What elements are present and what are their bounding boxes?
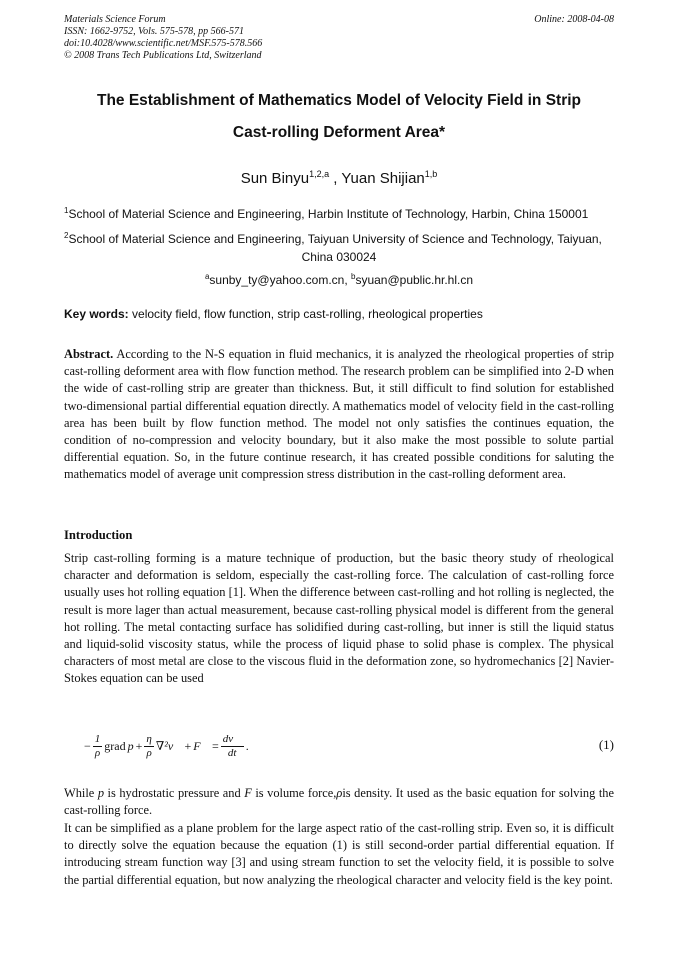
emails bbox=[64, 268, 614, 289]
abstract-text: According to the N-S equation in fluid mechanics, it is analyzed the rheological properties of strip cast-rolling deforment area with flow function method. The research problem can be simplified into 2-D when the wide of cast-rolling strip are greater than thickness. But, it still difficult to find solution for established two-dimensional partial differential equation directly. A mathematics model of velocity field in the cast-rolling area has been built by flow function method. The model not only satisfies the continues equation, the condition of no-compression and velocity boundary, but it also make the most possible to solute partial differential equation. So, in the future continue research, it has created possible conditions for saluting the mathematics model of average unit compression stress distribution in the cast-rolling deforment area. bbox=[64, 347, 614, 482]
intro-paragraph-2: While p is hydrostatic pressure and F is volume force,ρis density. It used as the basic equation for solving the cast-rolling force. bbox=[64, 786, 614, 818]
copyright: © 2008 Trans Tech Publications Ltd, Switzerland bbox=[64, 50, 262, 61]
affiliation-1-text: School of Material Science and Engineering, Harbin Institute of Technology, Harbin, China 150001 bbox=[68, 207, 589, 221]
equation-number: (1) bbox=[598, 737, 614, 752]
journal-header bbox=[64, 14, 262, 62]
affiliation-1-sup: 1 bbox=[64, 206, 69, 215]
eq-plus-1: + bbox=[135, 738, 143, 753]
keywords-label: Key words: bbox=[64, 307, 129, 321]
introduction-heading: Introduction bbox=[64, 528, 133, 542]
intro-paragraph-1: Strip cast-rolling forming is a mature technique of production, but the basic theory study of rheological character and deformation is seldom, especially the cast-rolling force. The calculation of cast-rolling force usually uses hot rolling equation [1]. When the difference between cast-rolling and hot rolling is neglected, the result is more lager than actual measurement, because cast-rolling physical model is different from the general hot rolling. The metal contacting surface has solidified during cast-rolling, but inner is still the liquid status and liquid-solid viscosity status, while the process of liquid phase to solid phase is complex. The physical characters of most metal are close to the viscous fluid in the deformation zone, so hydromechanics [2] Navier-Stokes equation can be used bbox=[64, 551, 614, 686]
paper-title-line1: The Establishment of Mathematics Model of Velocity Field in Strip bbox=[96, 92, 582, 109]
eq-dot: . bbox=[245, 738, 249, 753]
online-date: Online: 2008-04-08 bbox=[534, 14, 614, 25]
author-1-sup: 1,2,a bbox=[309, 169, 330, 179]
eq-grad: grad bbox=[104, 738, 126, 753]
eq-fraction-2: $\frac{\eta}{\rho}$ bbox=[146, 732, 152, 759]
email-b: syuan@public.hr.hl.cn bbox=[355, 273, 474, 287]
author-2: Yuan Shijian bbox=[341, 170, 425, 187]
email-b-sup: b bbox=[351, 272, 356, 281]
eq-fraction-3: $\frac{dv⃗}{dt}$ bbox=[222, 732, 242, 759]
abstract bbox=[64, 346, 614, 484]
affiliation-2 bbox=[64, 227, 614, 266]
affiliation-2-sup: 2 bbox=[64, 231, 69, 240]
affiliation-2-line2: China 030024 bbox=[301, 250, 377, 264]
keywords-text: velocity field, flow function, strip cast-rolling, rheological properties bbox=[128, 307, 483, 321]
author-1: Sun Binyu bbox=[240, 170, 310, 187]
eq-fraction-1: $\frac{1}{\rho}$ bbox=[94, 732, 101, 759]
journal-name: Materials Science Forum bbox=[64, 14, 166, 25]
abstract-label: Abstract. bbox=[64, 347, 114, 361]
eq-laplacian: ∇²v⃗ bbox=[155, 738, 183, 753]
authors bbox=[40, 169, 638, 187]
eq-plus-2: + bbox=[184, 738, 192, 753]
email-a-sup: a bbox=[204, 272, 210, 281]
intro-paragraph-3: It can be simplified as a plane problem for the large aspect ratio of the cast-rolling strip. Even so, it is difficult to directly solve the equation because the equation (1) is still second-order partial differential equation. If introducing stream function way [3] and using stream function to set the velocity field, it is possible to solve the partial differential equation, but now analyzing the rheological character and velocity field is the key point. bbox=[64, 821, 614, 887]
keywords bbox=[64, 307, 614, 321]
doi: doi:10.4028/www.scientific.net/MSF.575-578.566 bbox=[64, 38, 263, 49]
eq-p: p bbox=[127, 738, 134, 753]
eq-minus: − bbox=[84, 738, 91, 753]
equation-1 bbox=[84, 728, 614, 764]
issn: ISSN: 1662-9752, Vols. 575-578, pp 566-571 bbox=[64, 26, 244, 37]
eq-force: F⃗ bbox=[193, 738, 210, 753]
paper-title-line2: Cast-rolling Deforment Area* bbox=[232, 124, 446, 141]
author-2-sup: 1,b bbox=[424, 169, 438, 179]
eq-equals: = bbox=[211, 738, 219, 753]
author-separator: , bbox=[329, 170, 342, 187]
affiliation-2-text: School of Material Science and Engineering, Taiyuan University of Science and Technology, Taiyuan, bbox=[68, 232, 602, 246]
email-a: sunby_ty@yahoo.com.cn, bbox=[209, 273, 351, 287]
affiliation-1 bbox=[64, 202, 614, 223]
